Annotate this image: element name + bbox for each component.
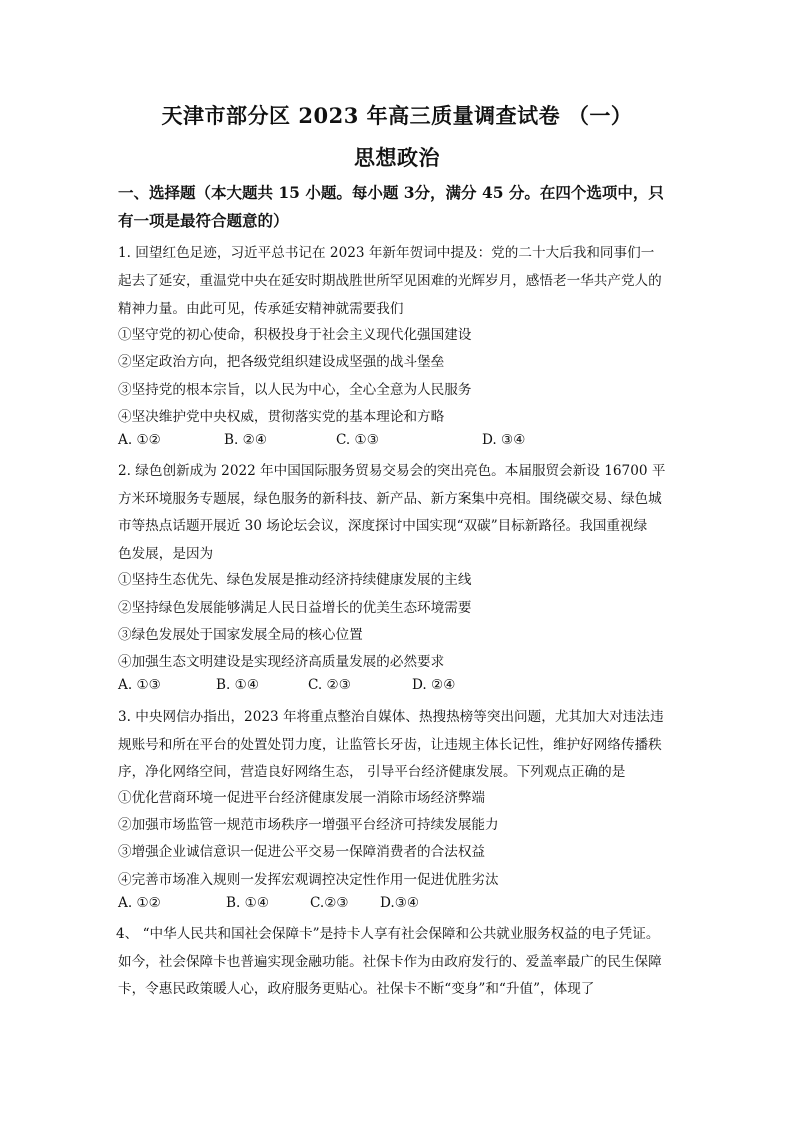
q3-option-d: D.③④	[380, 895, 420, 911]
q2-item-3: ③绿色发展处于国家发展全局的核心位置	[118, 627, 363, 643]
subject-title: 思想政治	[354, 145, 440, 170]
q2-stem-line-2: 方米环境服务专题展，绿色服务的新科技、新产品、新方案集中亮相。围绕碳交易、绿色城	[118, 491, 662, 507]
q3-item-1: ①优化营商环境一促进平台经济健康发展一消除市场经济弊端	[118, 790, 486, 806]
q1-item-4: ④坚决维护党中央权威，贯彻落实党的基本理论和方略	[118, 409, 445, 425]
q3-option-c: C.②③	[310, 895, 349, 911]
q3-item-3: ③增强企业诚信意识一促进公平交易一保障消费者的合法权益	[118, 844, 486, 860]
q2-option-a: A. ①③	[118, 677, 161, 693]
q3-option-a: A. ①②	[118, 895, 161, 911]
q1-stem-line-2: 起去了延安，重温党中央在延安时期战胜世所罕见困难的光辉岁月，感悟老一华共产党人的	[118, 273, 662, 289]
q1-item-2: ②坚定政治方向，把各级党组织建设成坚强的战斗堡垒	[118, 354, 445, 370]
q1-option-d: D. ③④	[482, 432, 526, 448]
q2-option-c: C. ②③	[308, 677, 351, 693]
exam-title: 天津市部分区 2023 年高三质量调查试卷 （一）	[161, 103, 633, 128]
q1-item-1: ①坚守党的初心使命，积极投身于社会主义现代化强国建设	[118, 327, 472, 343]
section-header-line-1: 一、选择题（本大题共 15 小题。每小题 3分，满分 45 分。在四个选项中，只	[118, 183, 664, 202]
q1-item-3: ③坚持党的根本宗旨，以人民为中心，全心全意为人民服务	[118, 382, 472, 398]
q3-item-4: ④完善市场准入规则一发挥宏观调控决定性作用一促进优胜劣汰	[118, 872, 499, 888]
q3-stem-line-1: 3. 中央网信办指出，2023 年将重点整治自媒体、热搜热榜等突出问题，尤其加大对违法违	[118, 709, 664, 725]
q1-option-c: C. ①③	[336, 432, 379, 448]
q2-option-b: B. ①④	[216, 677, 260, 693]
q1-option-b: B. ②④	[224, 432, 268, 448]
q2-stem-line-3: 市等热点话题开展近 30 场论坛会议，深度探讨中国实现“双碳”目标新路径。我国重视绿	[118, 518, 648, 534]
q2-item-4: ④加强生态文明建设是实现经济高质量发展的必然要求	[118, 654, 445, 670]
q2-item-1: ①坚持生态优先、绿色发展是推动经济持续健康发展的主线	[118, 572, 472, 588]
q4-stem-line-3: 卡，令惠民政策暖人心，政府服务更贴心。社保卡不断“变身”和“升值”，体现了	[118, 981, 595, 997]
q3-stem-line-3: 序，净化网络空间，营造良好网络生态， 引导平台经济健康发展。下列观点正确的是	[118, 764, 626, 780]
q3-stem-line-2: 规账号和所在平台的处置处罚力度，让监管长牙齿，让违规主体长记性，维护好网络传播秩	[118, 737, 662, 753]
section-header-line-2: 有一项是最符合题意的）	[118, 211, 289, 230]
q1-stem-line-3: 精神力量。由此可见，传承延安精神就需要我们	[118, 301, 404, 317]
q2-stem-line-4: 色发展，是因为	[118, 546, 214, 562]
q2-stem-line-1: 2. 绿色创新成为 2022 年中国国际服务贸易交易会的突出亮色。本届服贸会新设 16700 平	[118, 463, 666, 479]
q4-stem-line-2: 如今，社会保障卡也普遍实现金融功能。社保卡作为由政府发行的、爱盖率最广的民生保障	[118, 954, 662, 970]
q3-item-2: ②加强市场监管一规范市场秩序一增强平台经济可持续发展能力	[118, 817, 499, 833]
q1-stem-line-1: 1. 回望红色足迹，习近平总书记在 2023 年新年贺词中提及：党的二十大后我和同事们一	[118, 245, 655, 261]
q1-option-a: A. ①②	[118, 432, 161, 448]
q2-option-d: D. ②④	[412, 677, 456, 693]
q4-stem-line-1: 4、 “中华人民共和国社会保障卡”是持卡人享有社会保障和公共就业服务权益的电子凭证。	[116, 926, 660, 942]
q3-option-b: B. ①④	[226, 895, 270, 911]
q2-item-2: ②坚持绿色发展能够满足人民日益增长的优美生态环境需要	[118, 600, 472, 616]
